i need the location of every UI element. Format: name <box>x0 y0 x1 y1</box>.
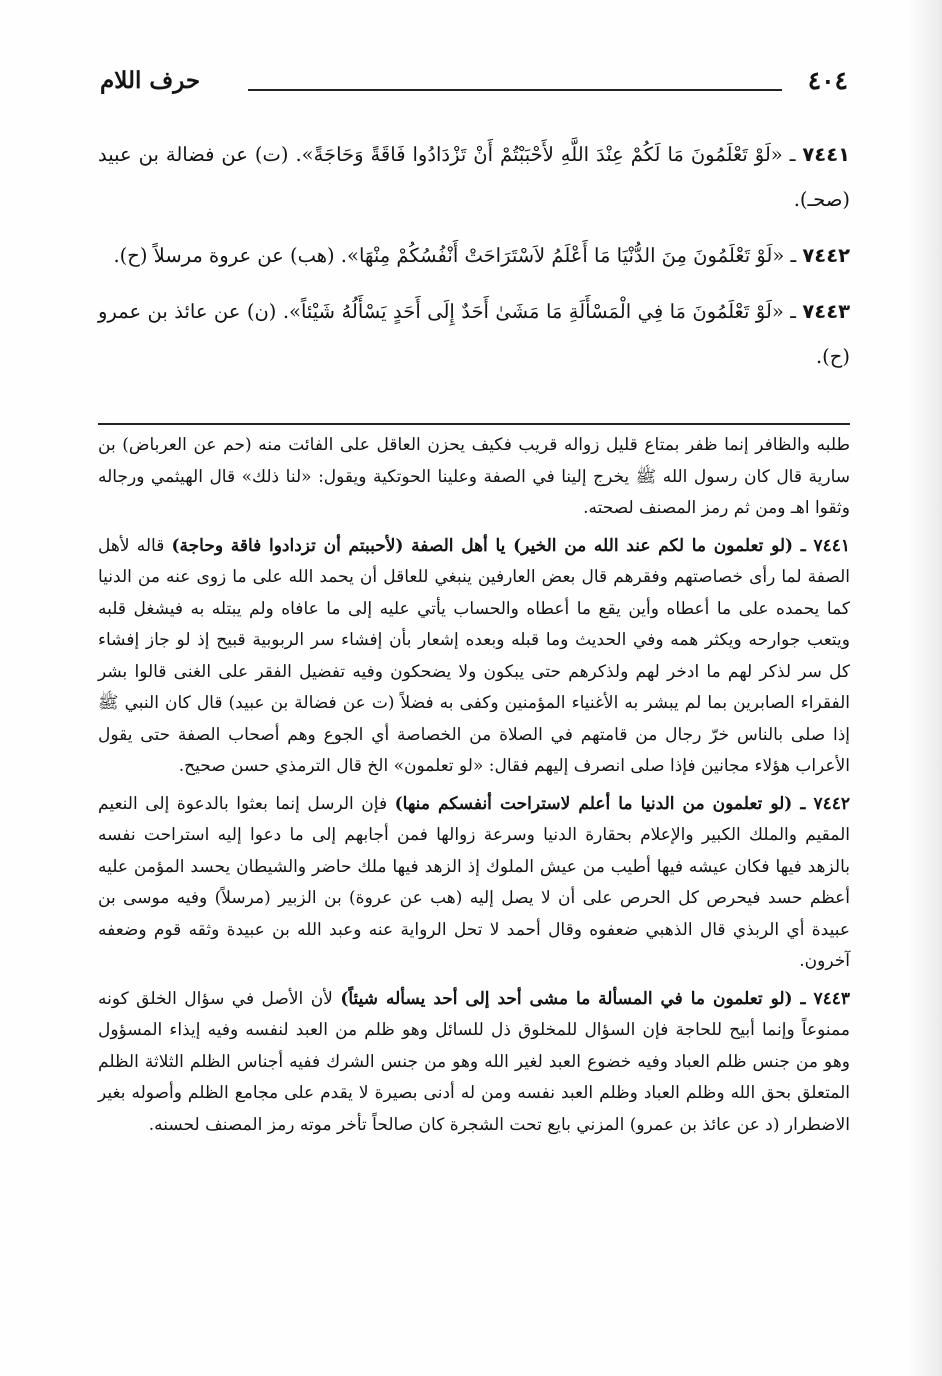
commentary-paragraph <box>98 531 850 783</box>
hadith-text: ـ «لَوْ تَعْلَمُونَ مِنَ الدُّنْيَا مَا أَعْلَمُ لاَسْتَرَاحَتْ أَنْفُسُكُمْ مِنْهَا». (هب) عن عروة مرسلاً (ح). <box>113 244 803 267</box>
hadith-number: ٧٤٤٢ <box>802 244 850 267</box>
page-header <box>100 62 848 102</box>
commentary-paragraph <box>98 789 850 978</box>
commentary-paragraph <box>98 984 850 1142</box>
hadith-number: ٧٤٤١ <box>802 143 850 166</box>
commentary-lead: ٧٤٤١ ـ (لو تعلمون ما لكم عند الله من الخير) يا أهل الصفة (لأحببتم أن تزدادوا فاقة وحاجة) <box>171 535 850 556</box>
hadith-entry <box>98 233 850 278</box>
scan-edge-shadow <box>908 0 942 1376</box>
commentary-lead: ٧٤٤٢ ـ (لو تعلمون من الدنيا ما أعلم لاستراحت أنفسكم منها) <box>394 793 850 814</box>
page-number: ٤٠٤ <box>807 66 848 95</box>
commentary-paragraph <box>98 430 850 525</box>
commentary-text: لأن الأصل في سؤال الخلق كونه ممنوعاً وإنما أبيح للحاجة فإن السؤال للمخلوق ذل للسائل وهو ظلم من العبد لنفسه وفيه إيذاء المسؤول وهو من جنس ظلم العباد وفيه خضوع العبد لغير الله وهو من جنس الشرك ففيه أجناس الظلم الثلاثة الظلم المتعلق بحق الله وظلم العباد وظلم العبد نفسه ومن له أدنى بصيرة لا يقدم على مجامع الظلم وأصوله بغير الاضطرار (د عن عائذ بن عمرو) المزني بايع تحت الشجرة كان صالحاً تأخر موته رمز المصنف لحسنه. <box>98 988 850 1135</box>
commentary-text: فإن الرسل إنما بعثوا بالدعوة إلى النعيم المقيم والملك الكبير والإعلام بحقارة الدنيا وسرعة زوالها فمن أجابهم إلى ما دعوا إليه استراحت نفسه بالزهد فيها فكان عيشه فيها أطيب من عيش الملوك إذ الزهد فيها ملك حاضر والشيطان يحسد المؤمن عليه أعظم حسد فيحرص كل الحرص على أن لا يصل إليه (هب عن عروة) بن الزبير (مرسلاً) وفيه موسى بن عبيدة أي الربذي قال الذهبي ضعفوه وقال أحمد لا تحل الرواية عنه وعبد الله بن عبيدة وثقه قوم وضعفه آخرون. <box>98 793 850 971</box>
commentary-text: قاله لأهل الصفة لما رأى خصاصتهم وفقرهم قال بعض العارفين ينبغي للعاقل أن يحمد الله على ما زوى عنه من الدنيا كما يحمده على ما أعطاه وأين يقع ما أعطاه والحساب يأتي عليه إلى ما عافاه ولم يبتله به فيشغل قلبه ويتعب جوارحه ويكثر همه وفي الحديث وما قبله وبعده إشعار بأن إفشاء سر الربوبية قبيح إذ لو جاز إفشاء كل سر لذكر لهم ما ادخر لهم ولذكرهم حتى يبكون ولا يضحكون وفيه تفضيل الفقر على الغنى قالوا بشر الفقراء الصابرين بما لم يبشر به الأغنياء المؤمنين وكفى به فضلاً (ت عن فضالة بن عبيد) قال كان النبي ﷺ إذا صلى بالناس خرّ رجال من قامتهم في الصلاة من الخصاصة أي الجوع وهم أصحاب الصفة حتى يقول الأعراب هؤلاء مجانين فإذا صلى انصرف إليهم فقال: «لو تعلمون» الخ قال الترمذي حسن صحيح. <box>98 535 850 776</box>
hadith-text: ـ «لَوْ تَعْلَمُونَ مَا لَكُمْ عِنْدَ اللَّهِ لأَحْبَبْتُمْ أَنْ تَزْدَادُوا فَاقَةً وَحَاجَةً». (ت) عن فضالة بن عبيد (صحـ). <box>98 143 850 211</box>
section-separator <box>98 423 850 425</box>
hadith-entry <box>98 132 850 222</box>
commentary-text: طلبه والظافر إنما ظفر بمتاع قليل زواله قريب فكيف يحزن العاقل على الفائت منه (حم عن العرباض) بن سارية قال كان رسول الله ﷺ يخرج إلينا في الصفة وعلينا الحوتكية ويقول: «لنا ذلك» قال الهيثمي ورجاله وثقوا اهـ ومن ثم رمز المصنف لصحته. <box>98 435 850 518</box>
header-rule <box>248 89 782 91</box>
hadith-number: ٧٤٤٣ <box>802 300 850 323</box>
hadith-text: ـ «لَوْ تَعْلَمُونَ مَا فِي الْمَسْأَلَةِ مَا مَشَىٰ أَحَدٌ إِلَى أَحَدٍ يَسْأَلُهُ شَيْئاً». (ن) عن عائذ بن عمرو (ح). <box>98 300 850 368</box>
hadith-text-section <box>98 132 850 390</box>
commentary-lead: ٧٤٤٣ ـ (لو تعلمون ما في المسألة ما مشى أحد إلى أحد يسأله شيئاً) <box>340 988 850 1009</box>
commentary-section <box>98 430 850 1147</box>
chapter-title: حرف اللام <box>100 67 201 94</box>
hadith-entry <box>98 289 850 379</box>
